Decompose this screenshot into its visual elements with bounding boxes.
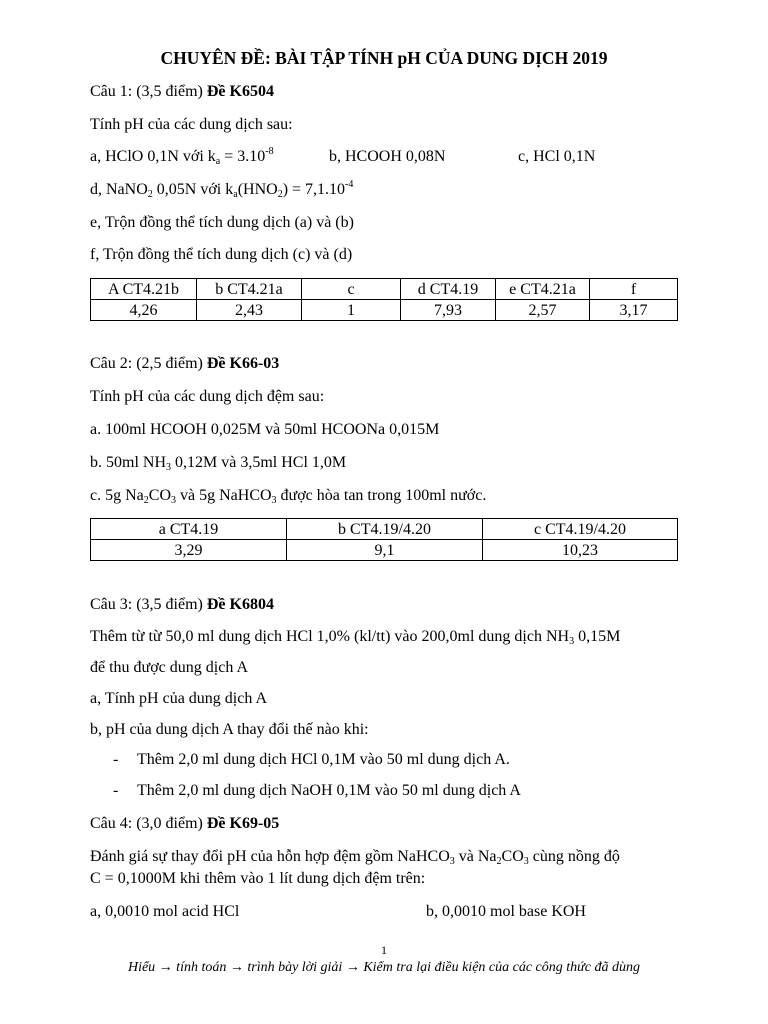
q4-text-line-1: Đánh giá sự thay đổi pH của hỗn hợp đệm gồm NaHCO$_3$ và $Na_2CO_3$ cùng nồng độ	[90, 848, 620, 867]
q4-points: Câu 4: (3,0 điểm)	[90, 815, 207, 832]
page-footer: Hiểu → tính toán → trình bày lời giải → Kiểm tra lại điều kiện của các công thức đã dùng	[127, 960, 641, 975]
q2-item-c: c. 5g $Na_2CO_3$ và 5g NaHCO$_3$ được hòa tan trong 100ml nước.	[90, 487, 487, 506]
q4-text-line-2: C = 0,1000M khi thêm vào 1 lít dung dịch đệm trên:	[90, 870, 426, 887]
q4-item-b: b, 0,0010 mol base KOH	[426, 903, 586, 920]
table-cell: 2,43	[197, 300, 302, 321]
q1-item-f: f, Trộn đồng thể tích dung dịch (c) và (d)	[90, 246, 353, 263]
q3-text-line-2: để thu được dung dịch A	[90, 659, 248, 676]
q3-text-line-1: Thêm từ từ 50,0 ml dung dịch HCl 1,0% (kl/tt) vào 200,0ml dung dịch $NH_3$ 0,15M	[90, 628, 621, 647]
q3-heading	[90, 595, 274, 615]
page-number: 1	[381, 943, 387, 957]
table-cell: 3,17	[590, 300, 678, 321]
table-cell: b CT4.21a	[197, 279, 302, 300]
q2-intro: Tính pH của các dung dịch đệm sau:	[90, 388, 325, 405]
q3-item-b: b, pH của dung dịch A thay đổi thế nào khi:	[90, 721, 369, 738]
q3-item-a: a, Tính pH của dung dịch A	[90, 690, 268, 707]
table-cell: f	[590, 279, 678, 300]
q1-item-e: e, Trộn đồng thể tích dung dịch (a) và (b)	[90, 214, 354, 231]
table-cell: A CT4.21b	[91, 279, 197, 300]
q1-intro: Tính pH của các dung dịch sau:	[90, 116, 293, 133]
q1-item-b: b, HCOOH 0,08N	[329, 148, 446, 165]
q1-answer-table	[90, 278, 678, 321]
document-title: CHUYÊN ĐỀ: BÀI TẬP TÍNH pH CỦA DUNG DỊCH 2019	[160, 48, 608, 68]
q3-code: Đề K6804	[206, 596, 274, 613]
q4-heading	[90, 814, 279, 834]
q1-points: Câu 1: (3,5 điểm)	[90, 83, 207, 100]
table-cell: e CT4.21a	[496, 279, 590, 300]
table-cell: 2,57	[496, 300, 590, 321]
table-cell: 1	[302, 300, 401, 321]
table-cell: a CT4.19	[91, 519, 287, 540]
q2-item-b: b. 50ml $NH_3$ 0,12M và 3,5ml HCl 1,0M	[90, 454, 347, 473]
q1-heading	[90, 82, 274, 102]
q2-answer-table	[90, 518, 678, 561]
table-header-row	[91, 279, 678, 300]
table-cell: b CT4.19/4.20	[287, 519, 483, 540]
table-cell: 3,29	[91, 540, 287, 561]
table-cell: d CT4.19	[401, 279, 496, 300]
table-cell: c	[302, 279, 401, 300]
table-cell: c CT4.19/4.20	[483, 519, 678, 540]
table-row	[91, 540, 678, 561]
q3-bullet-1: Thêm 2,0 ml dung dịch HCl 0,1M vào 50 ml dung dịch A.	[137, 751, 510, 768]
q2-heading	[90, 354, 279, 374]
table-header-row	[91, 519, 678, 540]
table-row	[91, 300, 678, 321]
table-cell: 4,26	[91, 300, 197, 321]
q4-item-a: a, 0,0010 mol acid HCl	[90, 903, 240, 920]
q1-item-d: d, NaNO$_2$ 0,05N với $k_a(HNO_2) = 7,1.10^{-4}$	[90, 179, 354, 200]
q2-code: Đề K66-03	[206, 355, 280, 372]
q3-points: Câu 3: (3,5 điểm)	[90, 596, 207, 613]
table-cell: 10,23	[483, 540, 678, 561]
table-cell: 9,1	[287, 540, 483, 561]
q1-code: Đề K6504	[206, 83, 274, 100]
q3-bullet-2: Thêm 2,0 ml dung dịch NaOH 0,1M vào 50 ml dung dịch A	[137, 782, 521, 799]
q1-item-a: a, HClO 0,1N với $k_a = 3.10^{-8}$	[90, 146, 274, 167]
q4-code: Đề K69-05	[206, 815, 280, 832]
table-cell: 7,93	[401, 300, 496, 321]
q1-item-c: c, HCl 0,1N	[518, 148, 596, 165]
bullet-dash: -	[113, 751, 119, 768]
q2-item-a: a. 100ml HCOOH 0,025M và 50ml HCOONa 0,015M	[90, 421, 440, 438]
q2-points: Câu 2: (2,5 điểm)	[90, 355, 207, 372]
bullet-dash: -	[113, 782, 119, 799]
